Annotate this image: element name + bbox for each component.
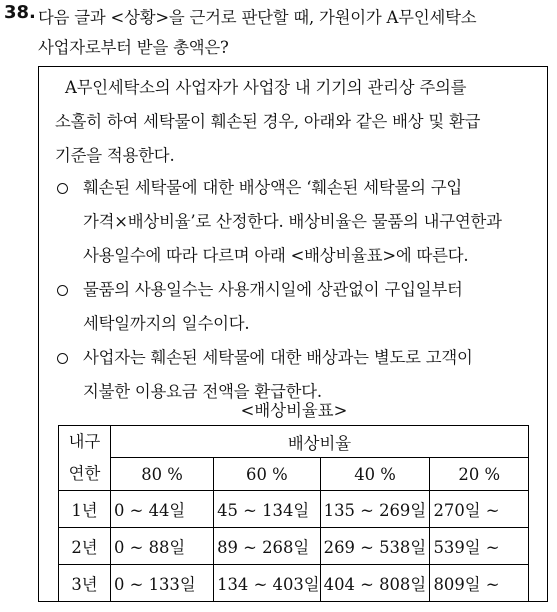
bullet-line: 지불한 이용요금 전액을 환급한다. (83, 382, 322, 401)
bullet-line: 사용일수에 따라 다르며 아래 <배상비율표>에 따른다. (83, 246, 469, 265)
intro-paragraph (55, 71, 539, 173)
passage-box (38, 66, 548, 602)
compensation-rate-table (58, 425, 529, 602)
table-cell: 539일 ~ (430, 528, 529, 565)
row-header-top: 내구 (68, 432, 101, 451)
circle-bullet-icon (57, 353, 68, 364)
bullet-line: 세탁일까지의 일수이다. (83, 314, 250, 333)
bullet-item (53, 171, 543, 273)
table-cell: 0 ~ 133일 (110, 565, 213, 602)
table-cell: 0 ~ 88일 (110, 528, 213, 565)
rate-header: 40 % (320, 458, 430, 491)
bullet-line: 물품의 사용일수는 사용개시일에 상관없이 구입일부터 (83, 280, 463, 299)
bullet-line: 가격×배상비율’로 산정한다. 배상비율은 물품의 내구연한과 (83, 212, 502, 231)
bullet-line: 훼손된 세탁물에 대한 배상액은 ‘훼손된 세탁물의 구입 (83, 178, 463, 197)
row-label: 3년 (59, 565, 111, 602)
table-cell: 134 ~ 403일 (214, 565, 321, 602)
group-header: 배상비율 (110, 426, 528, 458)
table-cell: 270일 ~ (430, 491, 529, 528)
row-label: 2년 (59, 528, 111, 565)
circle-bullet-icon (57, 285, 68, 296)
bullet-item (53, 273, 543, 341)
paragraph-line: 기준을 적용한다. (55, 146, 175, 165)
paragraph-line: 소홀히 하여 세탁물이 훼손된 경우, 아래와 같은 배상 및 환급 (55, 112, 481, 131)
table-cell: 0 ~ 44일 (110, 491, 213, 528)
table-cell: 404 ~ 808일 (320, 565, 430, 602)
rate-header: 80 % (110, 458, 213, 491)
question-number: 38. (4, 2, 36, 23)
table-cell: 45 ~ 134일 (214, 491, 321, 528)
question-text (38, 3, 553, 63)
row-header-cell (59, 426, 111, 491)
table-cell: 89 ~ 268일 (214, 528, 321, 565)
rate-header: 60 % (214, 458, 321, 491)
question-line: 사업자로부터 받을 총액은? (38, 38, 229, 57)
circle-bullet-icon (57, 183, 68, 194)
row-header-bottom: 연한 (68, 464, 101, 483)
table-cell: 269 ~ 538일 (320, 528, 430, 565)
paragraph-line: A무인세탁소의 사업자가 사업장 내 기기의 관리상 주의를 (65, 78, 467, 97)
table-row (59, 528, 529, 565)
table-caption: <배상비율표> (240, 401, 348, 420)
bullet-line: 사업자는 훼손된 세탁물에 대한 배상과는 별도로 고객이 (83, 348, 473, 367)
table-row (59, 565, 529, 602)
bullet-list (53, 171, 543, 409)
table-cell: 135 ~ 269일 (320, 491, 430, 528)
rate-header: 20 % (430, 458, 529, 491)
question-line: 다음 글과 <상황>을 근거로 판단할 때, 가원이가 A무인세탁소 (38, 8, 477, 27)
row-label: 1년 (59, 491, 111, 528)
table-row (59, 491, 529, 528)
table-cell: 809일 ~ (430, 565, 529, 602)
